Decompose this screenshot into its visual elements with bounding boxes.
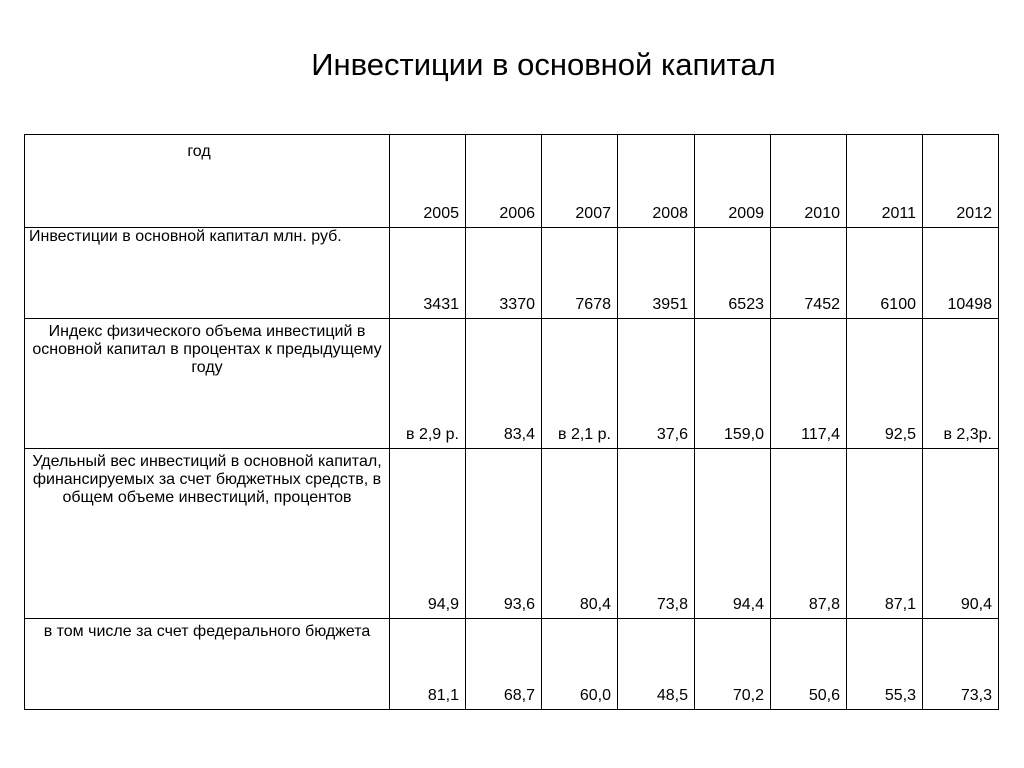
year-cell: 2008: [618, 135, 695, 228]
value-cell: 83,4: [466, 319, 542, 449]
value-cell: 50,6: [771, 619, 847, 710]
value-cell: 87,8: [771, 449, 847, 619]
header-label: год: [187, 143, 211, 160]
table-row: [25, 619, 999, 710]
value-cell: 93,6: [466, 449, 542, 619]
value-cell: 68,7: [466, 619, 542, 710]
year-cell: 2010: [771, 135, 847, 228]
table-header-row: [25, 135, 999, 228]
year-cell: 2005: [390, 135, 466, 228]
row-label: Индекс физического объема инвестиций в основной капитал в процентах к предыдущему году: [32, 323, 382, 376]
row-label-cell: [25, 228, 390, 319]
value-cell: 87,1: [847, 449, 923, 619]
value-cell: 80,4: [542, 449, 618, 619]
row-label: Удельный вес инвестиций в основной капитал, финансируемых за счет бюджетных средств, в общем объеме инвестиций, процентов: [32, 453, 382, 506]
row-label-cell: [25, 319, 390, 449]
value-cell: 90,4: [923, 449, 999, 619]
table-row: [25, 228, 999, 319]
year-cell: 2011: [847, 135, 923, 228]
value-cell: в 2,9 р.: [390, 319, 466, 449]
investment-table: [24, 134, 999, 710]
value-cell: 10498: [923, 228, 999, 319]
row-label: Инвестиции в основной капитал млн. руб.: [29, 228, 342, 245]
value-cell: 3431: [390, 228, 466, 319]
row-label: в том числе за счет федерального бюджета: [43, 623, 371, 640]
table-row: [25, 319, 999, 449]
value-cell: в 2,1 р.: [542, 319, 618, 449]
value-cell: 3370: [466, 228, 542, 319]
year-cell: 2012: [923, 135, 999, 228]
value-cell: 7452: [771, 228, 847, 319]
value-cell: 73,3: [923, 619, 999, 710]
value-cell: 55,3: [847, 619, 923, 710]
row-label-cell: [25, 449, 390, 619]
value-cell: в 2,3р.: [923, 319, 999, 449]
value-cell: 117,4: [771, 319, 847, 449]
year-cell: 2006: [466, 135, 542, 228]
value-cell: 7678: [542, 228, 618, 319]
value-cell: 48,5: [618, 619, 695, 710]
value-cell: 94,4: [695, 449, 771, 619]
value-cell: 60,0: [542, 619, 618, 710]
value-cell: 81,1: [390, 619, 466, 710]
value-cell: 3951: [618, 228, 695, 319]
value-cell: 73,8: [618, 449, 695, 619]
year-cell: 2007: [542, 135, 618, 228]
table-row: [25, 449, 999, 619]
page-title: Инвестиции в основной капитал: [311, 47, 776, 82]
value-cell: 37,6: [618, 319, 695, 449]
value-cell: 159,0: [695, 319, 771, 449]
header-label-cell: [25, 135, 390, 228]
value-cell: 92,5: [847, 319, 923, 449]
value-cell: 94,9: [390, 449, 466, 619]
value-cell: 6523: [695, 228, 771, 319]
year-cell: 2009: [695, 135, 771, 228]
value-cell: 70,2: [695, 619, 771, 710]
value-cell: 6100: [847, 228, 923, 319]
row-label-cell: [25, 619, 390, 710]
